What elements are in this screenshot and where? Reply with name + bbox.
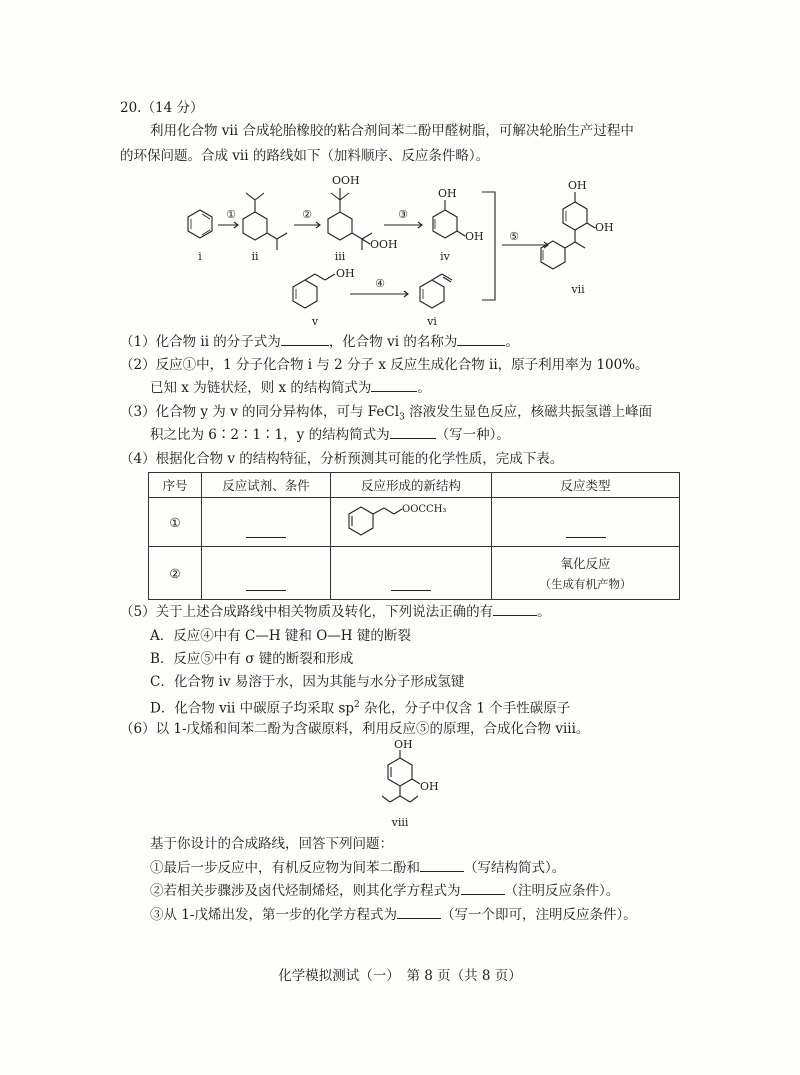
part-2-text-a: 已知 x 为链状烃，则 x 的结构简式为: [150, 380, 372, 396]
label-vi: vi: [427, 315, 437, 328]
option-d-superscript: 2: [354, 700, 360, 710]
part-2-line-1: （2）反应①中，1 分子化合物 i 与 2 分子 x 反应生成化合物 ii，原子利用率为 100%。: [120, 357, 649, 373]
part-3-text-c: 积之比为 6∶2∶1∶1，y 的结构简式为: [150, 427, 390, 443]
part-1-text-a: （1）化合物 ii 的分子式为: [120, 334, 281, 350]
v-group: OH: [336, 267, 355, 280]
part-6-q1: [150, 858, 565, 878]
reagent-cell[interactable]: [202, 547, 331, 600]
part-3-text-d: （写一种）。: [435, 427, 510, 443]
step-3-label: ③: [398, 208, 408, 221]
table-header: 反应形成的新结构: [331, 473, 492, 498]
step-4-label: ④: [375, 277, 385, 290]
type-cell[interactable]: [492, 498, 680, 547]
iv-side-group: OH: [465, 230, 484, 243]
part-6-q2: [150, 881, 619, 901]
answer-blank[interactable]: [493, 602, 537, 616]
label-vii: vii: [571, 283, 585, 296]
compound-viii-structure: [360, 738, 460, 834]
answer-blank[interactable]: [461, 881, 505, 895]
answer-blank[interactable]: [371, 378, 417, 392]
part-6-q2-text-a: ②若相关步骤涉及卤代烃制烯烃，则其化学方程式为: [150, 883, 461, 899]
part-2-text-b: 。: [417, 380, 431, 396]
part-3-text-a: （3）化合物 y 为 v 的同分异构体，可与 FeCl: [120, 404, 400, 420]
part-3-subscript: 3: [399, 412, 405, 423]
answer-blank[interactable]: [246, 537, 286, 538]
part-1-text-c: 。: [505, 334, 519, 350]
label-viii: viii: [391, 816, 409, 829]
iv-top-group: OH: [438, 187, 457, 200]
option-a: A．反应④中有 C—H 键和 O—H 键的断裂: [150, 628, 411, 644]
answer-blank[interactable]: [566, 537, 606, 538]
label-v: v: [311, 315, 319, 328]
intro-line-1: 利用化合物 vii 合成轮胎橡胶的粘合剂间苯二酚甲醛树脂，可解决轮胎生产过程中: [150, 123, 634, 139]
step-1-label: ①: [226, 208, 236, 221]
page-footer: 化学模拟测试（一） 第 8 页（共 8 页）: [278, 968, 522, 984]
compound-vi-structure: [420, 280, 444, 308]
reagent-cell[interactable]: [202, 498, 331, 547]
intro-line-2: 的环保问题。合成 vii 的路线如下（加料顺序、反应条件略）。: [120, 148, 490, 164]
answer-blank[interactable]: [457, 332, 505, 346]
answer-blank[interactable]: [281, 332, 329, 346]
table-row: [149, 547, 680, 600]
part-2-line-2: [150, 378, 431, 398]
label-iii: iii: [334, 250, 346, 263]
answer-blank[interactable]: [391, 590, 431, 591]
vii-top-group: OH: [568, 179, 587, 192]
row-number: ①: [149, 498, 202, 547]
ester-structure: [336, 499, 486, 543]
compound-iv-structure: [433, 210, 457, 238]
properties-table: [148, 472, 680, 600]
part-4-line-1: （4）根据化合物 v 的结构特征，分析预测其可能的化学性质，完成下表。: [120, 451, 564, 467]
option-d: [150, 695, 570, 719]
part-6-line-2: 基于你设计的合成路线，回答下列问题：: [150, 836, 393, 852]
part-6-q3: [150, 905, 637, 925]
part-6-q1-text-b: （写结构简式）。: [464, 860, 566, 876]
part-6-q3-text-a: ③从 1-戊烯出发，第一步的化学方程式为: [150, 907, 397, 923]
label-ii: ii: [251, 250, 259, 263]
compound-i-structure: [188, 210, 212, 238]
iii-top-group: OOH: [332, 174, 360, 187]
part-3-text-b: 溶液发生显色反应，核磁共振氢谱上峰面: [404, 404, 653, 420]
part-6-q1-text-a: ①最后一步反应中，有机反应物为间苯二酚和: [150, 860, 420, 876]
type-cell: [492, 547, 680, 600]
answer-blank[interactable]: [390, 425, 436, 439]
step-5-label: ⑤: [509, 230, 519, 243]
question-header: [120, 98, 203, 118]
type-note: （生成有机产物）: [539, 577, 632, 591]
option-c: C．化合物 iv 易溶于水，因为其能与水分子形成氢键: [150, 674, 465, 690]
label-i: i: [198, 250, 202, 263]
answer-blank[interactable]: [397, 905, 441, 919]
viii-top-group: OH: [394, 738, 413, 751]
table-header: 反应试剂、条件: [202, 473, 331, 498]
part-3-line-1: [120, 402, 652, 428]
iii-side-group: OOH: [370, 238, 398, 251]
label-iv: iv: [440, 250, 450, 263]
question-points: （14 分）: [141, 100, 204, 116]
answer-blank[interactable]: [420, 858, 464, 872]
step-2-label: ②: [302, 208, 312, 221]
compound-v-structure: [293, 280, 317, 308]
viii-side-group: OH: [420, 780, 439, 793]
row-number: ②: [149, 547, 202, 600]
answer-blank[interactable]: [246, 590, 286, 591]
question-number: 20.: [120, 100, 142, 116]
table-header: 反应类型: [492, 473, 680, 498]
part-5-text-b: 。: [537, 604, 551, 620]
new-structure-cell[interactable]: [331, 547, 492, 600]
table-header: 序号: [149, 473, 202, 498]
ester-group-label: OOCCH₃: [402, 503, 447, 515]
option-d-text-a: D．化合物 vii 中碳原子均采取 sp: [150, 700, 355, 717]
part-5-text-a: （5）关于上述合成路线中相关物质及转化，下列说法正确的有: [120, 604, 494, 620]
part-6-q3-text-b: （写一个即可，注明反应条件）。: [440, 907, 637, 923]
compound-ii-structure: [243, 212, 267, 240]
part-1-text-b: ，化合物 vi 的名称为: [328, 334, 458, 350]
vii-side-group: OH: [595, 221, 614, 234]
part-6-line-1: （6）以 1-戊烯和间苯二酚为含碳原料，利用反应⑤的原理，合成化合物 viii。: [120, 721, 590, 737]
compound-vii-structure: [563, 202, 587, 230]
part-5-line-1: [120, 602, 551, 622]
option-d-text-b: 杂化，分子中仅含 1 个手性碳原子: [359, 700, 571, 717]
option-b: B．反应⑤中有 σ 键的断裂和形成: [150, 651, 354, 667]
compound-iii-structure: [328, 212, 352, 240]
new-structure-cell: [331, 498, 492, 547]
type-label: 氧化反应: [560, 556, 611, 571]
part-1: [120, 332, 519, 352]
part-3-line-2: [150, 425, 510, 445]
table-row: [149, 498, 680, 547]
part-6-q2-text-b: （注明反应条件）。: [504, 883, 620, 899]
synthesis-scheme: [160, 170, 640, 330]
